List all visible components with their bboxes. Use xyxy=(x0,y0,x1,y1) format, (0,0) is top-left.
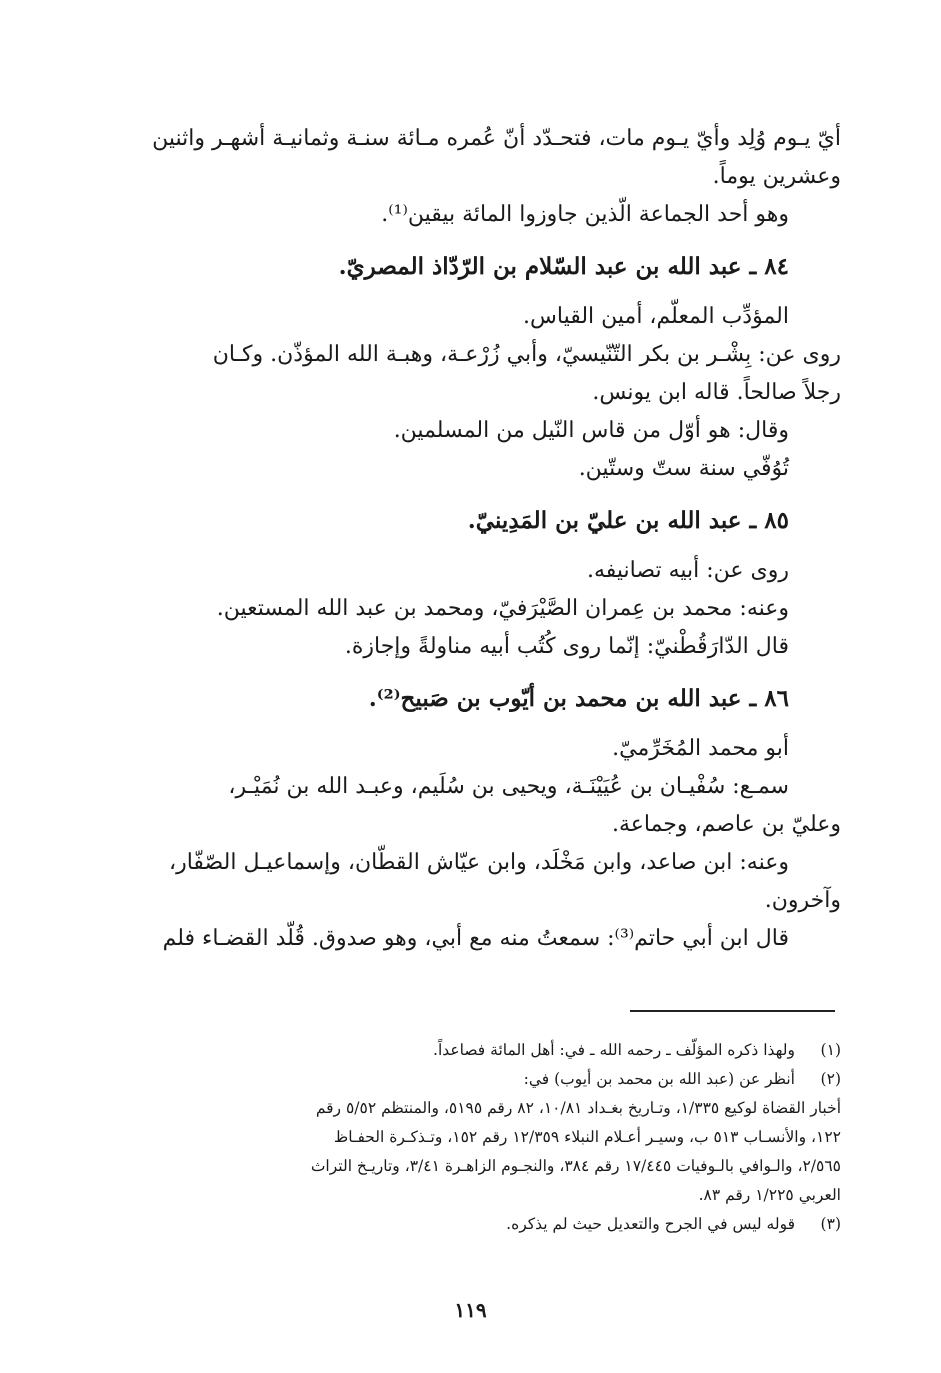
footnote-line: العربي ١/٢٢٥ رقم ٨٣. xyxy=(698,1186,841,1204)
footnote-line: أخبار القضاة لوكيع ١/٣٣٥، وتـاريخ بغـداد ١٠/٨١، ٨٢ رقم ٥١٩٥، والمنتظم ٥/٥٢ رقم xyxy=(315,1099,841,1117)
entry-heading-84: ٨٤ ـ عبد الله بن عبد السّلام بن الرّدّاذ المصريّ. xyxy=(338,253,789,280)
footnote-line: ولهذا ذكره المؤلّف ـ رحمه الله ـ في: أهل المائة فصاعداً. xyxy=(433,1041,795,1059)
footnotes xyxy=(100,1036,841,1239)
text-line: أبو محمد المُخَرِّميّ. xyxy=(612,736,789,761)
footnote-2 xyxy=(100,1065,841,1094)
text-line: وعنه: ابن صاعد، وابن مَخْلَد، وابن عيّاش القطّان، وإسماعيـل الصّفّار، xyxy=(169,850,789,875)
footnote-1 xyxy=(100,1036,841,1065)
footnote-line: ٢/٥٦٥، والـوافي بالـوفيات ١٧/٤٤٥ رقم ٣٨٤، والنجـوم الزاهـرة ٣/٤١، وتاريـخ التراث xyxy=(310,1157,841,1175)
text-line: رجلاً صالحاً. قاله ابن يونس. xyxy=(592,380,841,405)
footnote-number: (٢) xyxy=(820,1070,841,1088)
text-line: وقال: هو أوّل من قاس النّيل من المسلمين. xyxy=(393,418,789,443)
text-line: وعشرين يوماً. xyxy=(712,164,841,189)
page-number: ١١٩ xyxy=(454,1298,487,1322)
footnote-number: (١) xyxy=(820,1041,841,1059)
footnote-3 xyxy=(100,1210,841,1239)
footnote-line: قوله ليس في الجرح والتعديل حيث لم يذكره. xyxy=(506,1215,795,1233)
footnote-number: (٣) xyxy=(820,1215,841,1233)
text-line: وعنه: محمد بن عِمران الصَّيْرَفيّ، ومحمد بن عبد الله المستعين. xyxy=(216,596,789,621)
footnote-line: أنظر عن (عبد الله بن محمد بن أيوب) في: xyxy=(523,1070,795,1088)
text-line: سمـع: سُفْيـان بن عُيَيْنَـة، ويحيى بن سُلَيم، وعبـد الله بن نُمَيْـر، xyxy=(228,774,789,799)
text-line: تُوُفّي سنة ستّ وستّين. xyxy=(578,456,789,481)
main-text xyxy=(100,120,841,958)
entry-heading-85: ٨٥ ـ عبد الله بن عليّ بن المَدِينيّ. xyxy=(467,507,789,534)
footnote-line: ١٢٢، والأنسـاب ٥١٣ ب، وسيـر أعـلام النبلاء ١٢/٣٥٩ رقم ١٥٢، وتـذكـرة الحفـاظ xyxy=(333,1128,841,1146)
text-line: قال ابن أبي حاتم⁽³⁾: سمعتُ منه مع أبي، وهو صدوق. قُلّد القضـاء فلم xyxy=(162,926,789,951)
text-line: وهو أحد الجماعة الّذين جاوزوا المائة بيقين⁽¹⁾. xyxy=(381,202,789,227)
text-line: قال الدّارَقُطْنيّ: إنّما روى كُتُب أبيه مناولةً وإجازة. xyxy=(344,634,789,659)
text-line: أيّ يـوم وُلِد وأيّ يـوم مات، فتحـدّد أنّ عُمره مـائة سنـة وثمانيـة أشهـر واثنين xyxy=(152,126,841,151)
text-line: المؤدِّب المعلّم، أمين القياس. xyxy=(523,304,789,329)
text-line: روى عن: أبيه تصانيفه. xyxy=(587,558,789,583)
text-line: وآخرون. xyxy=(764,888,841,913)
text-line: روى عن: بِشْـر بن بكر التّنّيسيّ، وأبي زُرْعـة، وهبـة الله المؤذّن. وكـان xyxy=(212,342,841,367)
text-line: وعليّ بن عاصم، وجماعة. xyxy=(611,812,841,837)
footnote-divider xyxy=(630,1010,835,1012)
entry-heading-86: ٨٦ ـ عبد الله بن محمد بن أيّوب بن صَبيح⁽²⁾. xyxy=(368,685,789,712)
